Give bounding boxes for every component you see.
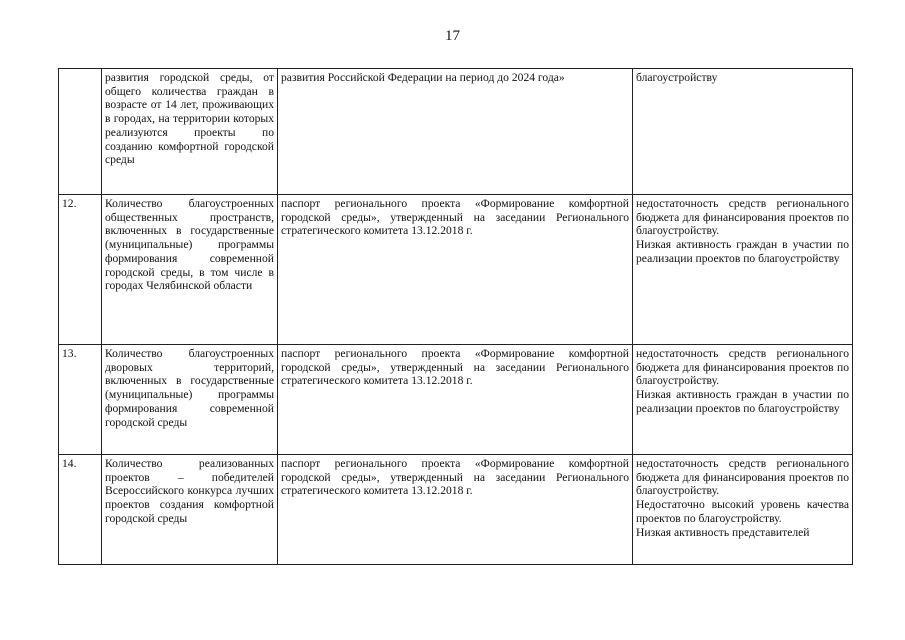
table-row (59, 455, 853, 565)
row-number-cell: 12. (59, 195, 102, 345)
risk-text: Низкая активность представителей (636, 525, 810, 539)
source-cell: паспорт регионального проекта «Формирование комфортной городской среды», утвержденный на заседании Регионального стратегического комитета 13.12.2018 г. (278, 455, 633, 565)
risk-text: недостаточность средств регионального бюджета для финансирования проектов по благоустройству. (636, 457, 849, 498)
row-number-cell: 14. (59, 455, 102, 565)
risk-text: Низкая активность граждан в участии по реализации проектов по благоустройству (636, 238, 849, 265)
source-cell: паспорт регионального проекта «Формирование комфортной городской среды», утвержденный на заседании Регионального стратегического комитета 13.12.2018 г. (278, 345, 633, 455)
risk-text: благоустройству (636, 71, 718, 84)
risk-text: недостаточность средств регионального бюджета для финансирования проектов по благоустройству. (636, 347, 849, 388)
indicator-cell: Количество реализованных проектов – победителей Всероссийского конкурса лучших проектов создания комфортной городской среды (102, 455, 278, 565)
source-cell: паспорт регионального проекта «Формирование комфортной городской среды», утвержденный на заседании Регионального стратегического комитета 13.12.2018 г. (278, 195, 633, 345)
indicator-cell: Количество благоустроенных общественных пространств, включенных в государственные (муниципальные) программы формирования современной городской среды, в том числе в городах Челябинской области (102, 195, 278, 345)
risks-cell (633, 345, 853, 455)
risks-cell (633, 69, 853, 195)
table-row (59, 69, 853, 195)
page-number: 17 (445, 28, 460, 44)
risk-text: недостаточность средств регионального бюджета для финансирования проектов по благоустройству. (636, 197, 849, 238)
risks-cell (633, 195, 853, 345)
risk-text: Недостаточно высокий уровень качества проектов по благоустройству. (636, 498, 849, 525)
row-number-cell: 13. (59, 345, 102, 455)
row-number-cell (59, 69, 102, 195)
source-cell: развития Российской Федерации на период до 2024 года» (278, 69, 633, 195)
indicators-table (58, 68, 853, 565)
table-row (59, 195, 853, 345)
risks-cell (633, 455, 853, 565)
indicator-cell: развития городской среды, от общего количества граждан в возрасте от 14 лет, проживающих в городах, на территории которых реализуются проекты по созданию комфортной городской среды (102, 69, 278, 195)
indicator-cell: Количество благоустроенных дворовых территорий, включенных в государственные (муниципальные) программы формирования современной городской среды (102, 345, 278, 455)
table-row (59, 345, 853, 455)
risk-text: Низкая активность граждан в участии по реализации проектов по благоустройству (636, 388, 849, 415)
